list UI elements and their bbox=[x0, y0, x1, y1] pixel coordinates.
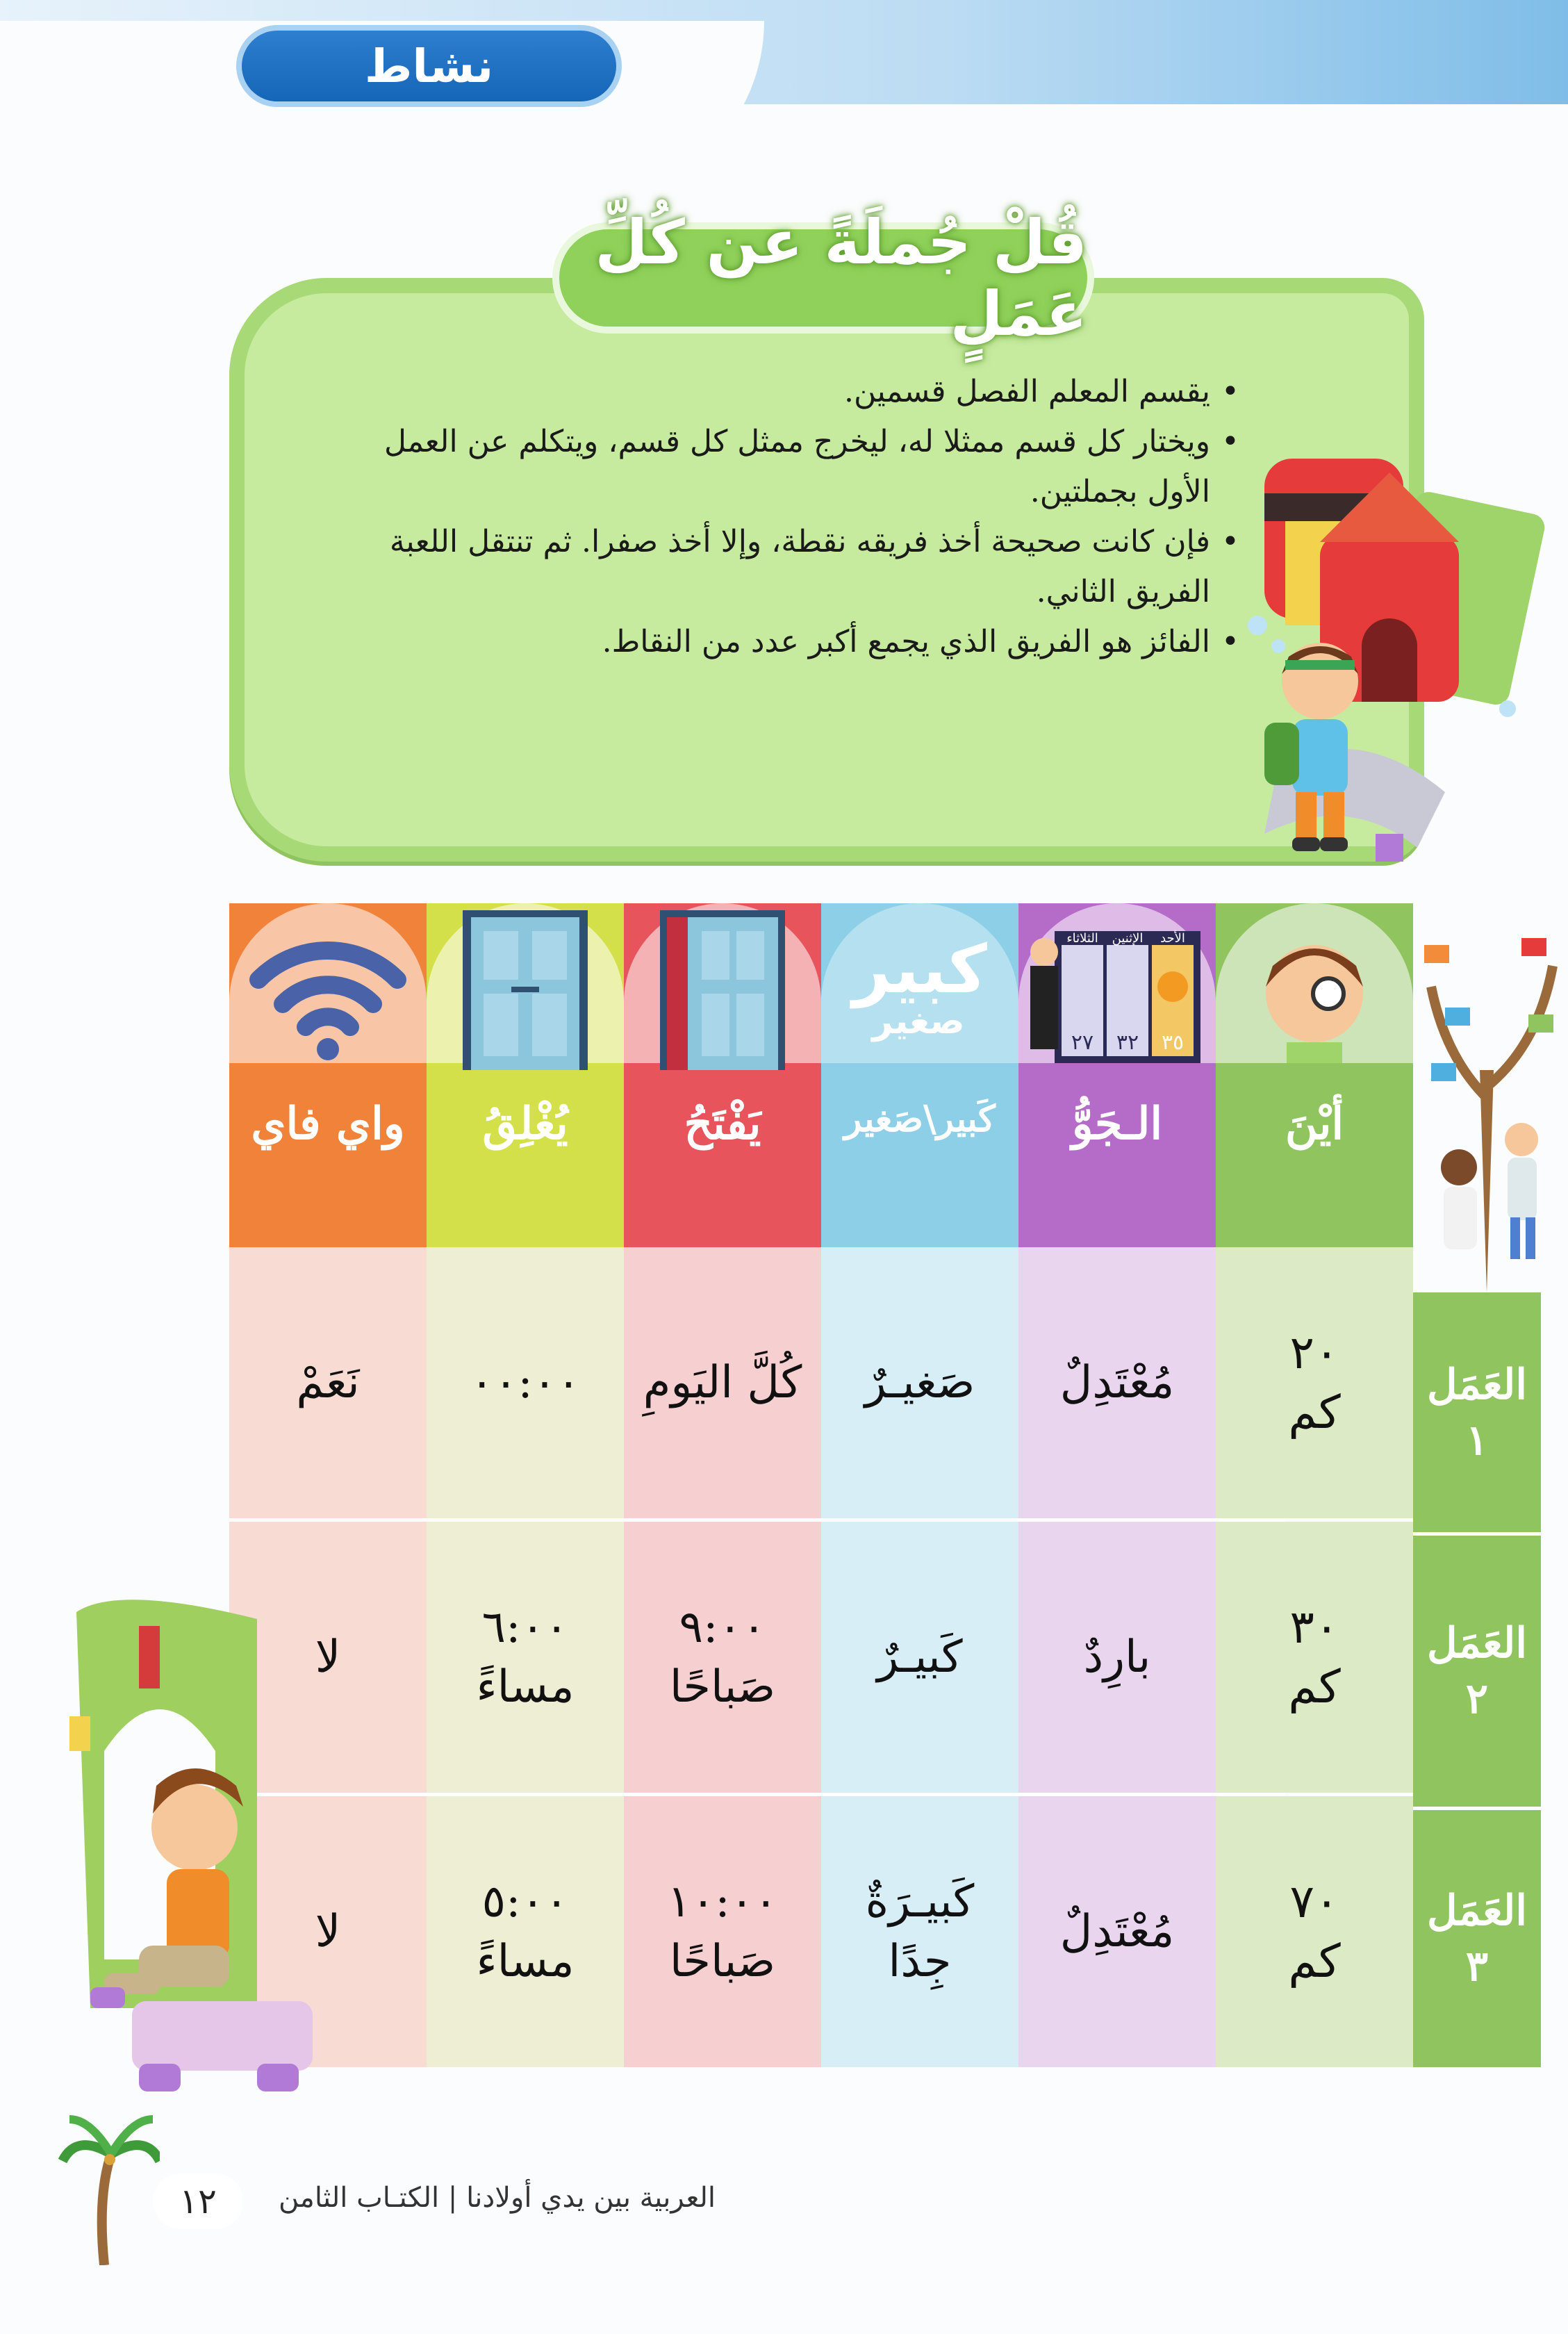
column-header-where bbox=[1216, 903, 1413, 1247]
tree-children-illustration bbox=[1417, 931, 1568, 1292]
row-label: العَمَل bbox=[1426, 1619, 1528, 1668]
column-label: الـجَوُّ bbox=[1071, 1098, 1163, 1150]
cell-line: لا bbox=[315, 1632, 341, 1683]
table-cell bbox=[821, 1247, 1018, 1518]
column-header-closes bbox=[427, 903, 624, 1247]
cell-line: ٧٠ bbox=[1289, 1875, 1339, 1928]
cell-line: ١٠:٠٠ bbox=[667, 1876, 778, 1928]
table-cell bbox=[1216, 1522, 1413, 1793]
cell-line: صَباحًا bbox=[669, 1661, 776, 1713]
boy-backpack-illustration bbox=[1237, 632, 1403, 862]
weather-board-icon bbox=[1027, 924, 1207, 1070]
table-cell bbox=[1018, 1247, 1216, 1518]
page-number: ١٢ bbox=[153, 2173, 243, 2229]
cell-line: كم bbox=[1288, 1660, 1341, 1713]
cell-line: صَغيـرٌ bbox=[864, 1357, 975, 1408]
table-cell bbox=[624, 1247, 821, 1518]
cell-line: بارِدٌ bbox=[1083, 1632, 1151, 1683]
table-cell bbox=[1216, 1796, 1413, 2067]
table-cell bbox=[1216, 1247, 1413, 1518]
cell-line: ٦:٠٠ bbox=[481, 1602, 569, 1653]
activity-title: قُلْ جُملَةً عن كُلِّ عَمَلٍ bbox=[552, 222, 1094, 334]
instruction-item: • يقسم المعلم الفصل قسمين. bbox=[347, 367, 1244, 417]
row-label: العَمَل bbox=[1426, 1887, 1528, 1935]
row-header bbox=[1413, 1292, 1541, 1532]
weather-temp: ٢٧ bbox=[1071, 1030, 1094, 1055]
cell-line: مُعْتَدِلٌ bbox=[1059, 1906, 1175, 1957]
row-number: ٣ bbox=[1465, 1942, 1489, 1991]
table-cell bbox=[1018, 1522, 1216, 1793]
table-row bbox=[229, 1247, 1413, 1518]
table-cell bbox=[427, 1796, 624, 2067]
cell-line: كم bbox=[1288, 1934, 1341, 1988]
column-header-wifi bbox=[229, 903, 427, 1247]
cell-line: ٢٠ bbox=[1289, 1326, 1339, 1379]
cell-line: مساءً bbox=[476, 1661, 575, 1713]
cell-line: ٩:٠٠ bbox=[679, 1602, 766, 1653]
instruction-item: • ويختار كل قسم ممثلا له، ليخرج ممثل كل قسم، ويتكلم عن العمل الأول بجملتين. bbox=[347, 417, 1244, 517]
section-tab: نشاط bbox=[236, 25, 622, 107]
cell-line: لا bbox=[315, 1906, 341, 1957]
table-cell bbox=[821, 1796, 1018, 2067]
table-cell bbox=[427, 1247, 624, 1518]
closed-door-icon bbox=[449, 903, 602, 1070]
big-word-art: كبير bbox=[852, 930, 987, 1008]
column-header-weather bbox=[1018, 903, 1216, 1247]
boy-magnifier-icon bbox=[1245, 924, 1384, 1063]
cell-line: كَبيـرَةٌ bbox=[865, 1876, 975, 1928]
series-title: العربية بين يدي أولادنا bbox=[466, 2182, 716, 2214]
column-header-opens bbox=[624, 903, 821, 1247]
row-header bbox=[1413, 1536, 1541, 1807]
table-cell bbox=[427, 1522, 624, 1793]
row-header-strip bbox=[1413, 1292, 1541, 2067]
palm-tree-icon bbox=[56, 2112, 160, 2265]
cell-line: مساءً bbox=[476, 1936, 575, 1987]
cell-line: صَباحًا bbox=[669, 1936, 776, 1987]
footer-separator: | bbox=[447, 2182, 458, 2214]
cell-line: مُعْتَدِلٌ bbox=[1059, 1357, 1175, 1408]
cell-line: ٣٠ bbox=[1289, 1600, 1339, 1654]
table-cell bbox=[1018, 1796, 1216, 2067]
cell-line: كُلَّ اليَومِ bbox=[643, 1357, 802, 1408]
weather-temp: ٣٥ bbox=[1161, 1030, 1185, 1055]
cell-line: ٥:٠٠ bbox=[481, 1876, 569, 1928]
weather-day-label: الثلاثاء bbox=[1066, 931, 1098, 946]
table-row bbox=[229, 1522, 1413, 1793]
wifi-icon bbox=[245, 924, 411, 1063]
cell-line: نَعَمْ bbox=[296, 1357, 360, 1408]
column-header-big-small bbox=[821, 903, 1018, 1247]
cell-line: ٠٠:٠٠ bbox=[470, 1357, 581, 1408]
weather-day-label: الأحد bbox=[1160, 931, 1185, 946]
cell-line: كم bbox=[1288, 1386, 1341, 1439]
book-title: الكتـاب الثامن bbox=[278, 2182, 440, 2214]
row-header bbox=[1413, 1810, 1541, 2067]
row-label: العَمَل bbox=[1426, 1360, 1528, 1409]
row-number: ٢ bbox=[1465, 1675, 1489, 1723]
instruction-list bbox=[347, 367, 1244, 667]
footer-text bbox=[229, 2182, 716, 2214]
row-number: ١ bbox=[1465, 1415, 1489, 1465]
column-label: كَبير\صَغير bbox=[844, 1098, 996, 1140]
table-row bbox=[229, 1796, 1413, 2067]
open-door-icon bbox=[646, 903, 799, 1070]
boy-on-book-illustration bbox=[63, 1584, 354, 2098]
weather-temp: ٣٢ bbox=[1116, 1030, 1139, 1055]
table-cell bbox=[624, 1522, 821, 1793]
table-cell bbox=[229, 1247, 427, 1518]
instruction-item: • فإن كانت صحيحة أخذ فريقه نقطة، وإلا أخذ صفرا. ثم تنتقل اللعبة الفريق الثاني. bbox=[347, 517, 1244, 617]
table-cell bbox=[624, 1796, 821, 2067]
column-label: يُغْلِقُ bbox=[482, 1098, 568, 1150]
weather-day-label: الإثنين bbox=[1112, 931, 1144, 946]
column-label: واي فاي bbox=[251, 1098, 405, 1150]
column-label: أيْنَ bbox=[1285, 1098, 1344, 1150]
instruction-item: • الفائز هو الفريق الذي يجمع أكبر عدد من النقاط. bbox=[347, 617, 1244, 667]
table-cell bbox=[821, 1522, 1018, 1793]
data-table bbox=[229, 1247, 1413, 2067]
small-word-art: صغير bbox=[872, 1001, 965, 1042]
cell-line: كَبيـرٌ bbox=[877, 1632, 963, 1683]
column-label: يَفْتَحُ bbox=[684, 1098, 761, 1150]
cell-line: جِدًا bbox=[888, 1936, 952, 1987]
